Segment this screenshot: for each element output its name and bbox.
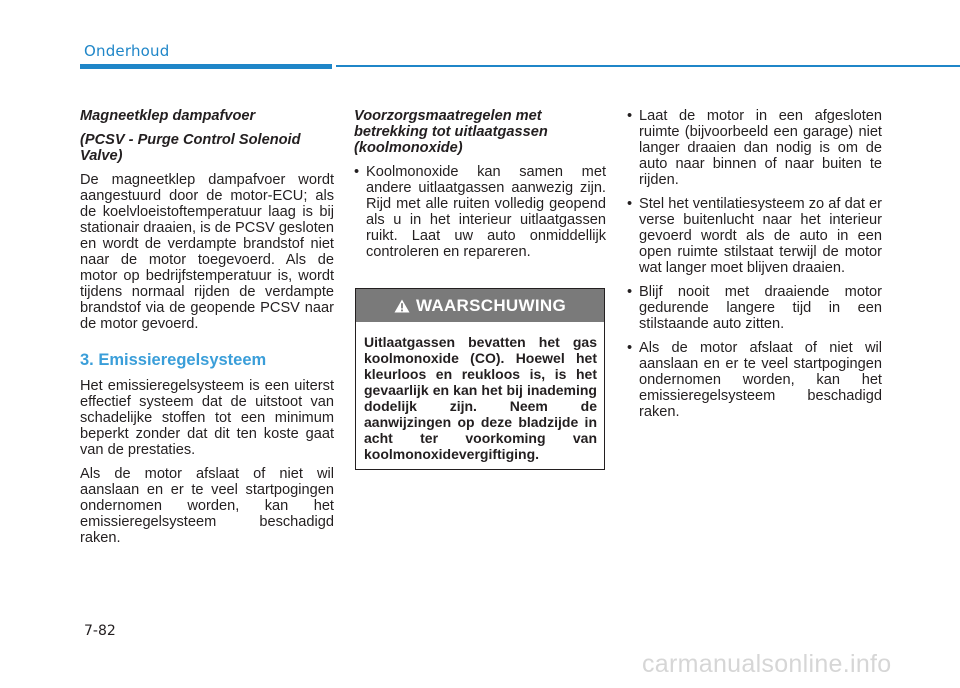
- page-number: 7-82: [84, 623, 116, 639]
- pcsv-subheading: (PCSV - Purge Control Solenoid Valve): [80, 132, 301, 164]
- warning-title: WAARSCHUWING: [416, 295, 566, 315]
- column-middle: [354, 108, 606, 268]
- emission-section-heading: 3. Emissieregelsysteem: [80, 351, 267, 369]
- emission-paragraph-1: Het emissieregelsysteem is een uiterst effectief systeem dat de uitstoot van schadelijke stoffen tot een minimum beperkt zonder dat dit ten koste gaat van de prestaties.: [80, 378, 334, 458]
- emission-paragraph-2: Als de motor afslaat of niet wil aanslaan en er te veel startpogingen ondernomen worden, kan het emissieregelsysteem beschadigd raken.: [80, 466, 334, 546]
- warning-header: [356, 289, 604, 322]
- list-item: • Als de motor afslaat of niet wil aanslaan en er te veel startpogingen ondernomen worden, kan het emissieregelsysteem beschadigd raken.: [627, 340, 882, 420]
- exhaust-precautions-heading: Voorzorgsmaatregelen met betrekking tot uitlaatgassen (koolmonoxide): [354, 108, 548, 156]
- list-item: • Blijf nooit met draaiende motor gedurende langere tijd in een stilstaande auto zitten.: [627, 284, 882, 332]
- list-item: • Koolmonoxide kan samen met andere uitlaatgassen aanwezig zijn. Rijd met alle ruiten volledig geopend als u in het interieur uitlaatgassen ruikt. Laat uw auto onmiddellijk controleren en repareren.: [354, 164, 606, 260]
- pcsv-heading: Magneetklep dampafvoer: [80, 108, 256, 124]
- watermark: carmanualsonline.info: [642, 650, 892, 678]
- column-right: [627, 108, 882, 428]
- warning-box: [355, 288, 605, 470]
- list-item: • Stel het ventilatiesysteem zo af dat er verse buitenlucht naar het interieur gevoerd wordt als de auto in een open ruimte stilstaat terwijl de motor wat langer moet blijven draaien.: [627, 196, 882, 276]
- column-left: [80, 108, 334, 554]
- section-title: Onderhoud: [84, 42, 170, 60]
- ventilation-bullet-list: [627, 108, 882, 420]
- warning-triangle-icon: [394, 299, 410, 313]
- warning-text: Uitlaatgassen bevatten het gas koolmonoxide (CO). Hoewel het kleurloos en reukloos is, is het gevaarlijk en kan het bij inademing dodelijk zijn. Neem de aanwijzingen op deze bladzijde in acht ter voorkoming van koolmonoxidevergiftiging.: [364, 334, 597, 462]
- header-rule-thick: [80, 64, 332, 69]
- pcsv-paragraph: De magneetklep dampafvoer wordt aangestuurd door de motor-ECU; als de koelvloeistoftemperatuur laag is bij stationair draaien, is de PCSV gesloten en wordt de verdampte brandstof niet naar de motor toegevoerd. Als de motor op bedrijfstemperatuur is, wordt tijdens normaal rijden de verdampte brandstof via de geopende PCSV naar de motor gevoerd.: [80, 172, 334, 332]
- header-rule-thin: [336, 65, 960, 67]
- exhaust-bullet-list: [354, 164, 606, 260]
- list-item: • Laat de motor in een afgesloten ruimte (bijvoorbeeld een garage) niet langer draaien dan nodig is om de auto naar binnen of naar buiten te rijden.: [627, 108, 882, 188]
